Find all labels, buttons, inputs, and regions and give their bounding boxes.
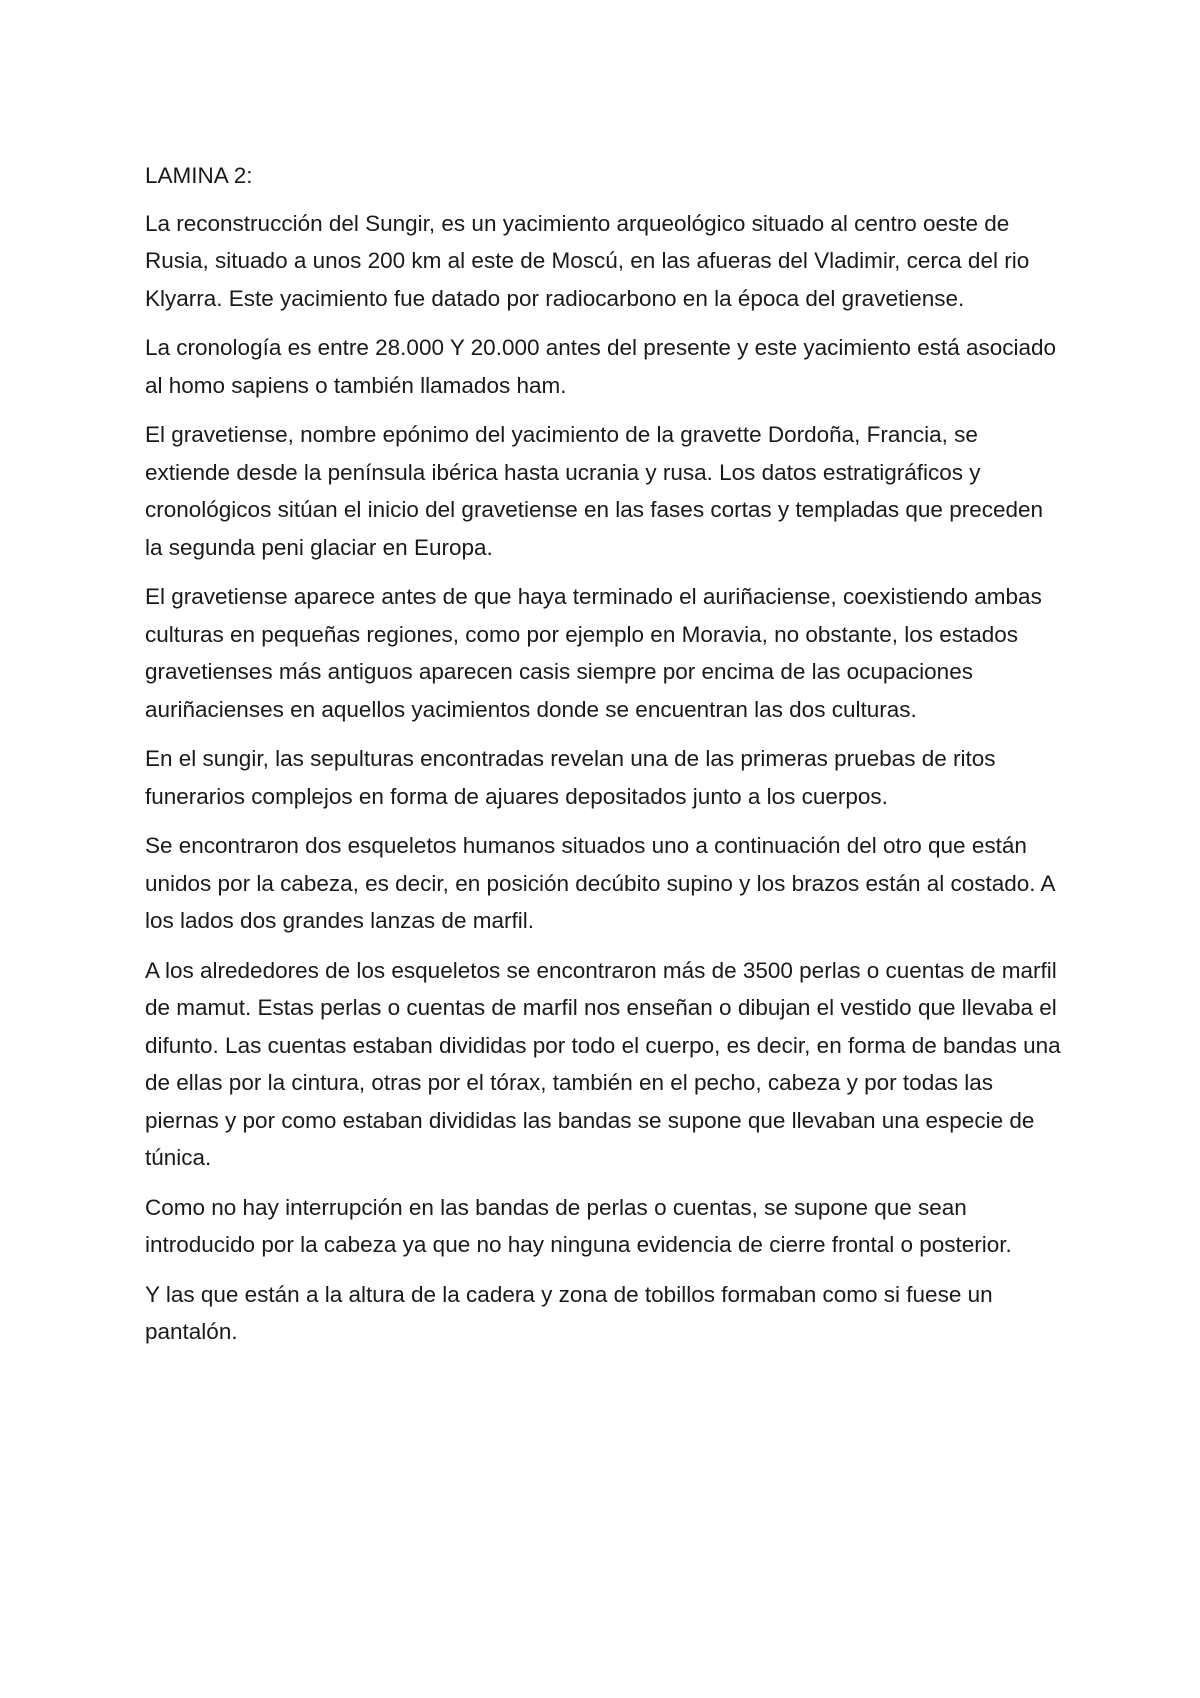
paragraph-5: En el sungir, las sepulturas encontradas revelan una de las primeras pruebas de ritos funerarios complejos en forma de ajuares depositados junto a los cuerpos. (145, 746, 996, 809)
paragraph-4: El gravetiense aparece antes de que haya terminado el auriñaciense, coexistiendo ambas culturas en pequeñas regiones, como por ejemplo en Moravia, no obstante, los estados gravetienses más antiguos aparecen casis siempre por encima de las ocupaciones auriñacienses en aquellos yacimientos donde se encuentran las dos culturas. (145, 584, 1042, 722)
paragraph-2: La cronología es entre 28.000 Y 20.000 antes del presente y este yacimiento está asociado al homo sapiens o también llamados ham. (145, 335, 1057, 398)
paragraph-6: Se encontraron dos esqueletos humanos situados uno a continuación del otro que están unidos por la cabeza, es decir, en posición decúbito supino y los brazos están al costado. A los lados dos grandes lanzas de marfil. (145, 833, 1055, 933)
paragraph-3: El gravetiense, nombre epónimo del yacimiento de la gravette Dordoña, Francia, se extiende desde la península ibérica hasta ucrania y rusa. Los datos estratigráficos y cronológicos sitúan el inicio del gravetiense en las fases cortas y templadas que preceden la segunda peni glaciar en Europa. (145, 422, 1044, 560)
paragraph-7: A los alrededores de los esqueletos se encontraron más de 3500 perlas o cuentas de marfil de mamut. Estas perlas o cuentas de marfil nos enseñan o dibujan el vestido que llevaba el difunto. Las cuentas estaban divididas por todo el cuerpo, es decir, en forma de bandas una de ellas por la cintura, otras por el tórax, también en el pecho, cabeza y por todas las piernas y por como estaban divididas las bandas se supone que llevaban una especie de túnica. (145, 957, 1061, 1170)
document-body (145, 157, 1065, 1363)
paragraph-1: La reconstrucción del Sungir, es un yacimiento arqueológico situado al centro oeste de Rusia, situado a unos 200 km al este de Moscú, en las afueras del Vladimir, cerca del rio Klyarra. Este yacimiento fue datado por radiocarbono en la época del gravetiense. (145, 210, 1030, 311)
paragraph-8: Como no hay interrupción en las bandas de perlas o cuentas, se supone que sean introducido por la cabeza ya que no hay ninguna evidencia de cierre frontal o posterior. (145, 1194, 1012, 1257)
paragraph-9: Y las que están a la altura de la cadera y zona de tobillos formaban como si fuese un pantalón. (145, 1281, 993, 1344)
document-heading: LAMINA 2: (145, 163, 253, 188)
